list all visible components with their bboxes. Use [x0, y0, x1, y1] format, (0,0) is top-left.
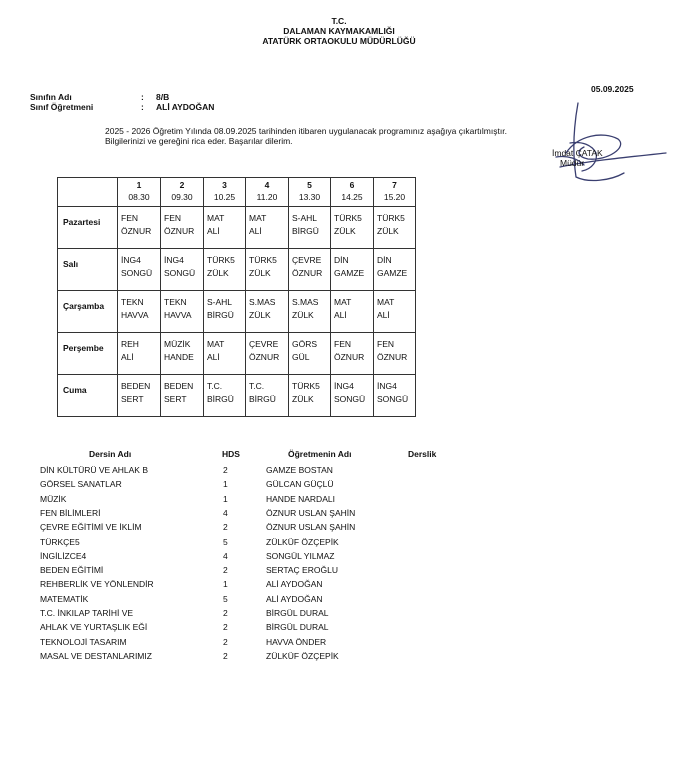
- lesson-code: DİN: [334, 255, 349, 265]
- course-teacher: ÖZNUR USLAN ŞAHİN: [266, 522, 356, 533]
- lesson-cell: [289, 291, 331, 333]
- period-header: [204, 178, 246, 207]
- lesson-cell: [331, 207, 374, 249]
- lesson-teacher: ZÜLK: [377, 226, 399, 236]
- signature-scribble: [548, 95, 670, 185]
- lesson-cell: [246, 333, 289, 375]
- lesson-cell: [374, 375, 416, 417]
- lesson-teacher: ÖZNUR: [121, 226, 152, 236]
- lesson-teacher: ÖZNUR: [164, 226, 195, 236]
- course-row: [40, 477, 460, 491]
- principal-name: İmdat ÇATAK: [552, 148, 603, 158]
- course-hours: 4: [223, 550, 228, 561]
- course-name: TÜRKÇE5: [40, 536, 80, 547]
- day-name: Salı: [58, 249, 118, 291]
- class-name-value: 8/B: [156, 92, 170, 102]
- lesson-code: FEN: [334, 339, 351, 349]
- lesson-code: İNG4: [121, 255, 141, 265]
- course-name: İNGİLİZCE4: [40, 550, 87, 561]
- header-line-2: DALAMAN KAYMAKAMLIĞI: [283, 26, 395, 36]
- period-time: 15.20: [383, 192, 406, 202]
- course-hours: 5: [223, 593, 228, 604]
- lesson-cell: [374, 207, 416, 249]
- lesson-cell: [204, 375, 246, 417]
- course-header-room: Derslik: [408, 449, 437, 459]
- lesson-code: FEN: [377, 339, 394, 349]
- period-time: 08.30: [128, 192, 150, 202]
- period-time: 09.30: [171, 192, 193, 202]
- schedule-day-row: [58, 375, 416, 417]
- period-time: 13.30: [298, 192, 321, 202]
- course-row: [40, 492, 460, 506]
- lesson-teacher: ALİ: [207, 352, 220, 362]
- lesson-cell: [118, 207, 161, 249]
- lesson-code: İNG4: [377, 381, 397, 391]
- period-number: 5: [307, 180, 312, 190]
- lesson-code: T.C.: [249, 381, 265, 391]
- course-row: [40, 520, 460, 534]
- lesson-code: S.MAS: [249, 297, 276, 307]
- lesson-teacher: ZÜLK: [249, 268, 271, 278]
- course-name: MÜZİK: [40, 493, 67, 504]
- course-row: [40, 649, 460, 663]
- course-row: [40, 549, 460, 563]
- lesson-code: MAT: [207, 213, 225, 223]
- course-name: TEKNOLOJİ TASARIM: [40, 636, 127, 647]
- course-row: [40, 506, 460, 520]
- course-teacher: ALİ AYDOĞAN: [266, 593, 323, 604]
- lesson-teacher: ZÜLK: [292, 310, 314, 320]
- lesson-code: ÇEVRE: [292, 255, 322, 265]
- lesson-teacher: ÖZNUR: [292, 268, 323, 278]
- lesson-cell: [204, 249, 246, 291]
- header-line-3: ATATÜRK ORTAOKULU MÜDÜRLÜĞÜ: [262, 36, 416, 46]
- lesson-teacher: GÜL: [292, 352, 310, 362]
- period-header: [331, 178, 374, 207]
- course-name: REHBERLİK VE YÖNLENDİR: [40, 579, 154, 590]
- period-number: 6: [349, 180, 355, 190]
- lesson-code: S-AHL: [292, 213, 318, 223]
- course-row: [40, 592, 460, 606]
- schedule-day-row: [58, 333, 416, 375]
- course-hours: 5: [223, 536, 228, 547]
- course-row: [40, 577, 460, 591]
- lesson-code: REH: [121, 339, 139, 349]
- day-name: Pazartesi: [58, 207, 118, 249]
- course-hours: 2: [223, 522, 228, 533]
- period-number: 1: [136, 180, 142, 190]
- lesson-cell: [204, 291, 246, 333]
- class-name-colon: :: [141, 92, 144, 102]
- lesson-teacher: GAMZE: [334, 268, 365, 278]
- lesson-cell: [289, 333, 331, 375]
- period-header: [374, 178, 416, 207]
- period-time: 11.20: [256, 192, 278, 202]
- lesson-teacher: ALİ: [249, 226, 262, 236]
- course-teacher: SERTAÇ EROĞLU: [266, 565, 338, 576]
- lesson-cell: [289, 375, 331, 417]
- course-name: ÇEVRE EĞİTİMİ VE İKLİM: [40, 522, 142, 533]
- lesson-teacher: SONGÜ: [121, 268, 153, 278]
- course-row: [40, 563, 460, 577]
- course-name: MASAL VE DESTANLARIMIZ: [40, 650, 152, 661]
- lesson-code: GÖRS: [292, 339, 318, 349]
- schedule-corner-cell: [58, 178, 118, 207]
- lesson-teacher: BİRGÜ: [207, 394, 234, 404]
- schedule-table: [57, 177, 416, 417]
- lesson-cell: [204, 207, 246, 249]
- day-name: Perşembe: [58, 333, 118, 375]
- lesson-cell: [161, 207, 204, 249]
- course-hours: 1: [223, 579, 228, 590]
- lesson-cell: [331, 375, 374, 417]
- course-hours: 2: [223, 465, 228, 475]
- lesson-code: ÇEVRE: [249, 339, 279, 349]
- schedule-day-row: [58, 291, 416, 333]
- lesson-teacher: GAMZE: [377, 268, 408, 278]
- course-teacher: HANDE NARDALI: [266, 493, 335, 504]
- intro-line-1: 2025 - 2026 Öğretim Yılında 08.09.2025 tarihinden itibaren uygulanacak programınız aşağıya çıkartılmıştır.: [105, 126, 507, 136]
- lesson-code: MAT: [207, 339, 225, 349]
- lesson-cell: [161, 375, 204, 417]
- class-name-label: Sınıfın Adı: [30, 92, 72, 102]
- schedule-day-row: [58, 249, 416, 291]
- period-number: 7: [392, 180, 397, 190]
- period-time: 10.25: [213, 192, 236, 202]
- period-time: 14.25: [341, 192, 363, 202]
- lesson-cell: [289, 207, 331, 249]
- lesson-teacher: HANDE: [164, 352, 194, 362]
- lesson-code: TÜRK5: [292, 381, 320, 391]
- lesson-cell: [246, 291, 289, 333]
- lesson-cell: [289, 249, 331, 291]
- course-row: [40, 606, 460, 620]
- lesson-teacher: ALİ: [121, 352, 134, 362]
- lesson-code: DİN: [377, 255, 392, 265]
- lesson-cell: [118, 249, 161, 291]
- lesson-cell: [246, 375, 289, 417]
- course-teacher: GAMZE BOSTAN: [266, 465, 333, 475]
- lesson-cell: [118, 291, 161, 333]
- course-name: BEDEN EĞİTİMİ: [40, 565, 104, 576]
- course-teacher: GÜLCAN GÜÇLÜ: [266, 479, 334, 490]
- period-header: [118, 178, 161, 207]
- course-name: GÖRSEL SANATLAR: [40, 479, 122, 490]
- course-teacher: ZÜLKÜF ÖZÇEPİK: [266, 536, 339, 547]
- lesson-teacher: ALİ: [334, 310, 347, 320]
- class-teacher-colon: :: [141, 102, 144, 112]
- lesson-cell: [161, 291, 204, 333]
- course-name: DİN KÜLTÜRÜ VE AHLAK B: [40, 465, 149, 475]
- lesson-teacher: SONGÜ: [164, 268, 196, 278]
- period-header: [246, 178, 289, 207]
- document-date: 05.09.2025: [591, 84, 634, 94]
- course-teacher: HAVVA ÖNDER: [266, 636, 327, 647]
- lesson-teacher: ZÜLK: [334, 226, 356, 236]
- lesson-code: S.MAS: [292, 297, 319, 307]
- lesson-code: MÜZİK: [164, 339, 191, 349]
- course-hours: 2: [223, 622, 228, 633]
- lesson-teacher: BİRGÜ: [249, 394, 276, 404]
- course-hours: 2: [223, 650, 228, 661]
- course-header-teacher: Öğretmenin Adı: [288, 449, 352, 459]
- lesson-teacher: ÖZNUR: [377, 352, 408, 362]
- lesson-code: TEKN: [164, 297, 187, 307]
- lesson-code: TÜRK5: [207, 255, 235, 265]
- course-row: [40, 635, 460, 649]
- period-header: [161, 178, 204, 207]
- period-header: [289, 178, 331, 207]
- lesson-teacher: ALİ: [377, 310, 390, 320]
- lesson-teacher: ZÜLK: [249, 310, 271, 320]
- lesson-cell: [118, 333, 161, 375]
- period-number: 4: [264, 180, 270, 190]
- lesson-teacher: ÖZNUR: [334, 352, 365, 362]
- class-teacher-label: Sınıf Öğretmeni: [30, 102, 94, 112]
- course-row: [40, 463, 460, 477]
- lesson-cell: [374, 333, 416, 375]
- lesson-teacher: ZÜLK: [207, 268, 229, 278]
- lesson-code: TEKN: [121, 297, 144, 307]
- lesson-cell: [161, 249, 204, 291]
- course-row: [40, 535, 460, 549]
- lesson-cell: [118, 375, 161, 417]
- lesson-code: TÜRK5: [249, 255, 277, 265]
- lesson-teacher: ZÜLK: [292, 394, 314, 404]
- lesson-teacher: BİRGÜ: [292, 226, 319, 236]
- course-row: [40, 620, 460, 634]
- course-teacher: BİRGÜL DURAL: [266, 608, 329, 618]
- course-hours: 1: [223, 493, 228, 504]
- lesson-cell: [374, 249, 416, 291]
- lesson-cell: [246, 249, 289, 291]
- lesson-cell: [331, 249, 374, 291]
- lesson-code: MAT: [334, 297, 352, 307]
- lesson-code: FEN: [164, 213, 181, 223]
- course-teacher: ZÜLKÜF ÖZÇEPİK: [266, 650, 339, 661]
- lesson-teacher: SONGÜ: [377, 394, 409, 404]
- lesson-code: T.C.: [207, 381, 223, 391]
- course-teacher: ÖZNUR USLAN ŞAHİN: [266, 507, 356, 518]
- course-header-name: Dersin Adı: [89, 449, 132, 459]
- period-number: 2: [179, 180, 185, 190]
- period-number: 3: [222, 180, 227, 190]
- course-teacher: SONGÜL YILMAZ: [266, 550, 335, 561]
- course-name: AHLAK VE YURTAŞLIK EĞİ: [40, 622, 148, 633]
- course-hours: 2: [223, 636, 228, 647]
- lesson-teacher: SERT: [164, 394, 187, 404]
- lesson-code: İNG4: [334, 381, 354, 391]
- lesson-cell: [161, 333, 204, 375]
- lesson-teacher: SONGÜ: [334, 394, 366, 404]
- schedule-day-row: [58, 207, 416, 249]
- lesson-cell: [374, 291, 416, 333]
- course-teacher: ALİ AYDOĞAN: [266, 579, 323, 590]
- lesson-teacher: HAVVA: [164, 310, 192, 320]
- lesson-teacher: SERT: [121, 394, 144, 404]
- course-hours: 4: [223, 507, 228, 518]
- lesson-teacher: HAVVA: [121, 310, 149, 320]
- class-teacher-value: ALİ AYDOĞAN: [156, 102, 215, 112]
- lesson-code: BEDEN: [121, 381, 151, 391]
- course-hours: 1: [223, 479, 228, 490]
- lesson-code: TÜRK5: [334, 213, 362, 223]
- lesson-code: TÜRK5: [377, 213, 405, 223]
- lesson-cell: [331, 333, 374, 375]
- lesson-cell: [204, 333, 246, 375]
- course-hours: 2: [223, 565, 228, 576]
- course-hours: 2: [223, 608, 228, 618]
- course-name: MATEMATİK: [40, 593, 89, 604]
- lesson-code: İNG4: [164, 255, 184, 265]
- intro-line-2: Bilgilerinizi ve gereğini rica eder. Başarılar dilerim.: [105, 136, 293, 146]
- lesson-code: S-AHL: [207, 297, 233, 307]
- lesson-teacher: BİRGÜ: [207, 310, 234, 320]
- day-name: Cuma: [58, 375, 118, 417]
- lesson-teacher: ÖZNUR: [249, 352, 280, 362]
- course-name: FEN BİLİMLERİ: [40, 507, 101, 518]
- lesson-cell: [331, 291, 374, 333]
- lesson-teacher: ALİ: [207, 226, 220, 236]
- header-line-1: T.C.: [331, 16, 347, 26]
- schedule-header-row: [58, 178, 416, 207]
- lesson-cell: [246, 207, 289, 249]
- day-name: Çarşamba: [58, 291, 118, 333]
- lesson-code: BEDEN: [164, 381, 194, 391]
- lesson-code: MAT: [249, 213, 267, 223]
- principal-title: Müdür: [560, 158, 585, 168]
- course-teacher: BİRGÜL DURAL: [266, 622, 329, 633]
- course-header-hours: HDS: [222, 449, 240, 459]
- lesson-code: MAT: [377, 297, 395, 307]
- lesson-code: FEN: [121, 213, 138, 223]
- course-name: T.C. İNKILAP TARİHİ VE: [40, 608, 134, 618]
